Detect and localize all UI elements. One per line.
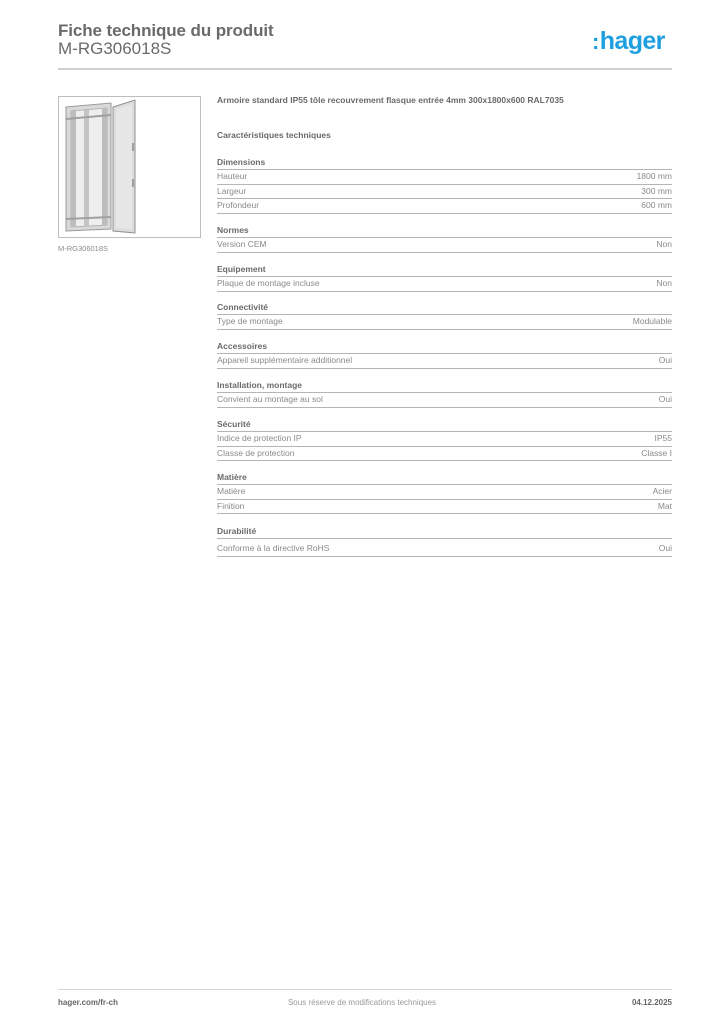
spec-group-dimensions [217,156,672,214]
spec-value: Oui [658,543,672,553]
spec-label: Classe de protection [217,447,295,458]
specs-section-title: Caractéristiques techniques [217,130,331,140]
spec-group-securite [217,418,672,461]
spec-row [217,393,672,408]
spec-value: Modulable [632,316,672,326]
spec-row [217,447,672,462]
footer-divider [58,989,672,990]
footer-disclaimer: Sous réserve de modifications techniques [287,998,437,1007]
spec-value: Oui [658,394,672,404]
group-title: Installation, montage [217,379,672,393]
spec-label: Type de montage [217,316,283,326]
logo-text: hager [599,27,665,55]
spec-value: Non [656,239,672,249]
group-title: Dimensions [217,156,672,170]
spec-value: Oui [658,355,672,365]
page-title: Fiche technique du produit [58,21,274,40]
spec-row [217,485,672,500]
spec-group-equipement [217,263,672,292]
spec-row [217,199,672,214]
spec-row [217,542,672,557]
footer-website-link[interactable]: hager.com/fr-ch [58,998,119,1007]
spec-group-durabilite [217,525,672,557]
spec-group-installation [217,379,672,408]
group-title: Normes [217,224,672,238]
footer-date: 04.12.2025 [631,998,672,1007]
spec-row [217,315,672,330]
product-reference: M-RG306018S [58,39,172,58]
spec-label: Plaque de montage incluse [217,278,320,288]
spec-row [217,238,672,253]
spec-value: Mat [657,500,672,511]
spec-value: Non [656,278,672,288]
spec-value: 300 mm [641,185,672,196]
spec-row [217,170,672,185]
spec-label: Hauteur [217,171,248,181]
spec-group-accessoires [217,340,672,369]
spec-group-normes [217,224,672,253]
cabinet-image-icon [59,97,200,237]
group-title: Sécurité [217,418,672,432]
spec-group-connectivite [217,301,672,330]
product-image [58,96,201,238]
spec-label: Version CEM [217,239,267,249]
spec-value: Classe I [641,447,672,458]
spec-value: IP55 [654,433,672,443]
group-title: Matière [217,471,672,485]
spec-label: Profondeur [217,200,260,210]
group-title: Durabilité [217,525,672,539]
spec-label: Indice de protection IP [217,433,302,443]
spec-row [217,277,672,292]
logo-colon: : [592,29,599,54]
header-divider [58,68,672,70]
spec-label: Conforme à la directive RoHS [217,543,330,553]
spec-value: 600 mm [641,200,672,210]
product-description: Armoire standard IP55 tôle recouvrement flasque entrée 4mm 300x1800x600 RAL7035 [217,95,564,105]
group-title: Accessoires [217,340,672,354]
spec-group-matiere [217,471,672,514]
group-title: Connectivité [217,301,672,315]
spec-label: Matière [217,486,246,496]
spec-row [217,500,672,515]
hager-logo [592,27,665,56]
spec-row [217,185,672,200]
spec-value: Acier [652,486,672,496]
group-title: Equipement [217,263,672,277]
spec-label: Convient au montage au sol [217,394,323,404]
spec-label: Largeur [217,185,247,196]
image-caption: M-RG306018S [58,244,109,253]
spec-value: 1800 mm [636,171,672,181]
spec-label: Finition [217,500,245,511]
spec-label: Appareil supplémentaire additionnel [217,355,353,365]
spec-row [217,432,672,447]
spec-row [217,354,672,369]
